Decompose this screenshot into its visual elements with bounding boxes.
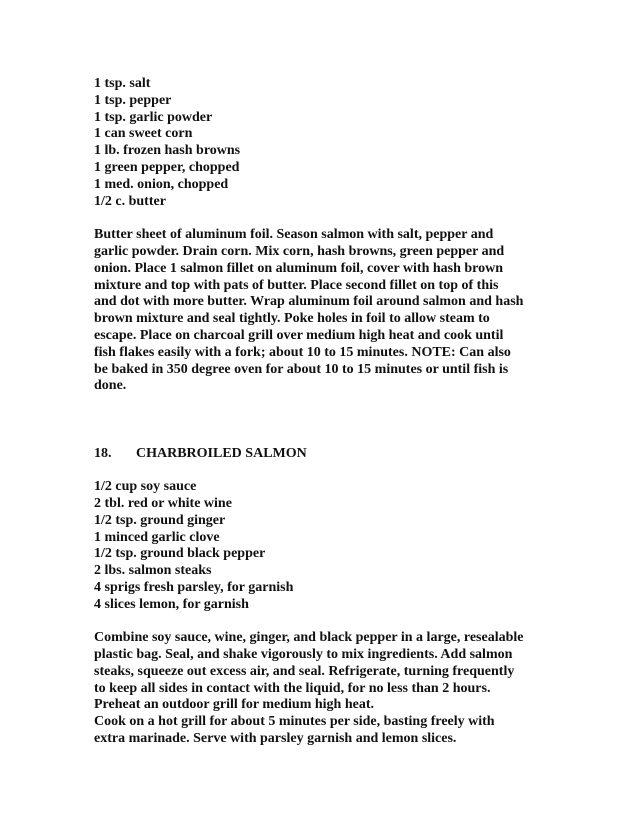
recipe-title: CHARBROILED SALMON bbox=[136, 445, 307, 461]
ingredient-line: 1 tsp. salt bbox=[94, 76, 151, 91]
instruction-line: extra marinade. Serve with parsley garnish and lemon slices. bbox=[94, 731, 457, 747]
ingredient-line: 4 sprigs fresh parsley, for garnish bbox=[94, 579, 294, 595]
ingredient-line: 2 tbl. red or white wine bbox=[94, 495, 232, 511]
ingredient-line: 1 lb. frozen hash browns bbox=[94, 143, 241, 159]
ingredient-line: 1 med. onion, chopped bbox=[94, 176, 229, 192]
section-gap bbox=[94, 395, 614, 445]
ingredient-line: 1/2 tsp. ground black pepper bbox=[94, 546, 266, 562]
paragraph-gap bbox=[94, 614, 614, 631]
ingredient-line: 1 tsp. garlic powder bbox=[94, 109, 213, 125]
paragraph-gap bbox=[94, 210, 614, 227]
instruction-line: brown mixture and seal tightly. Poke holes in foil to allow steam to bbox=[94, 311, 490, 327]
instruction-line: onion. Place 1 salmon fillet on aluminum foil, cover with hash brown bbox=[94, 260, 504, 276]
recipe1-ingredients bbox=[94, 76, 614, 210]
recipe1-instructions bbox=[94, 227, 614, 395]
recipe-heading bbox=[94, 446, 614, 463]
instruction-line: Cook on a hot grill for about 5 minutes per side, basting freely with bbox=[94, 714, 495, 730]
ingredient-line: 1/2 c. butter bbox=[94, 193, 166, 209]
recipe-number: 18. bbox=[94, 445, 112, 461]
ingredient-line: 1 minced garlic clove bbox=[94, 529, 220, 545]
ingredient-line: 1 tsp. pepper bbox=[94, 92, 172, 108]
instruction-line: Combine soy sauce, wine, ginger, and black pepper in a large, resealable bbox=[94, 630, 524, 646]
instruction-line: mixture and top with pats of butter. Place second fillet on top of this bbox=[94, 277, 499, 293]
ingredient-line: 1 can sweet corn bbox=[94, 126, 193, 142]
recipe2-ingredients bbox=[94, 479, 614, 613]
instruction-line: steaks, squeeze out excess air, and seal. Refrigerate, turning frequently bbox=[94, 663, 515, 679]
ingredient-line: 1/2 tsp. ground ginger bbox=[94, 512, 226, 528]
ingredient-line: 1 green pepper, chopped bbox=[94, 159, 240, 175]
instruction-line: escape. Place on charcoal grill over medium high heat and cook until bbox=[94, 327, 504, 343]
instruction-line: Butter sheet of aluminum foil. Season salmon with salt, pepper and bbox=[94, 227, 494, 243]
document-page bbox=[94, 76, 614, 748]
instruction-line: fish flakes easily with a fork; about 10 to 15 minutes. NOTE: Can also bbox=[94, 344, 511, 360]
instruction-line: plastic bag. Seal, and shake vigorously to mix ingredients. Add salmon bbox=[94, 647, 513, 663]
paragraph-gap bbox=[94, 462, 614, 479]
instruction-line: to keep all sides in contact with the liquid, for no less than 2 hours. bbox=[94, 680, 491, 696]
instruction-line: be baked in 350 degree oven for about 10 to 15 minutes or until fish is bbox=[94, 361, 509, 377]
ingredient-line: 1/2 cup soy sauce bbox=[94, 479, 197, 495]
instruction-line: garlic powder. Drain corn. Mix corn, hash browns, green pepper and bbox=[94, 243, 505, 259]
recipe2-instructions bbox=[94, 630, 614, 748]
instruction-line: done. bbox=[94, 378, 127, 394]
instruction-line: and dot with more butter. Wrap aluminum foil around salmon and hash bbox=[94, 294, 524, 310]
ingredient-line: 4 slices lemon, for garnish bbox=[94, 596, 249, 612]
instruction-line: Preheat an outdoor grill for medium high heat. bbox=[94, 697, 374, 713]
ingredient-line: 2 lbs. salmon steaks bbox=[94, 563, 212, 579]
